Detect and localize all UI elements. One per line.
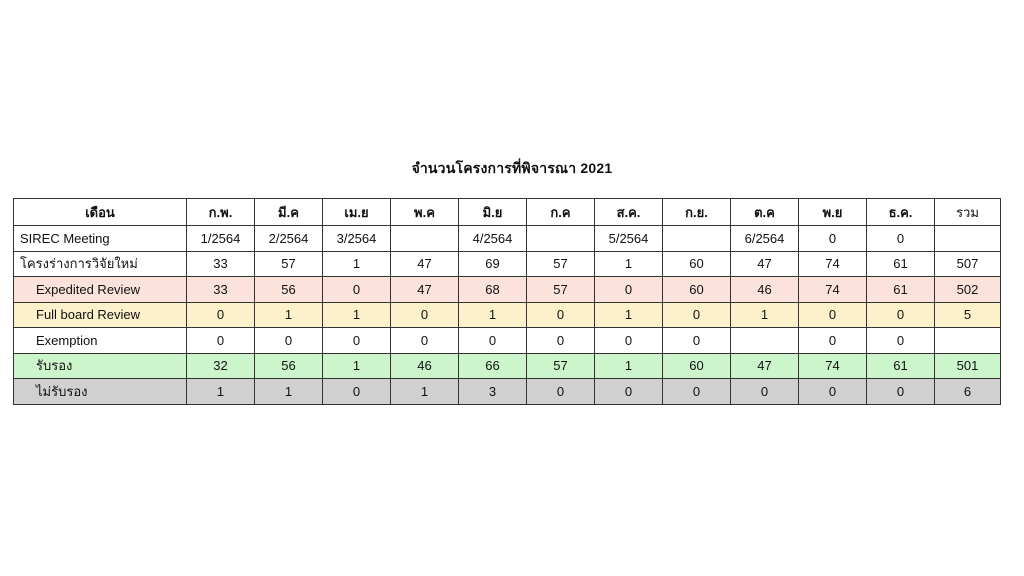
row-label: SIREC Meeting: [14, 226, 187, 252]
table-cell: 66: [459, 353, 527, 379]
table-cell: 57: [527, 353, 595, 379]
table-cell: 0: [663, 379, 731, 405]
table-row-exemption: [14, 328, 1001, 354]
table-cell: 57: [527, 277, 595, 303]
table-cell: 2/2564: [255, 226, 323, 252]
table-cell: 1: [595, 251, 663, 277]
table-cell-total: 507: [935, 251, 1001, 277]
table-cell: 1/2564: [187, 226, 255, 252]
table-cell-total: 6: [935, 379, 1001, 405]
statistics-table: [13, 198, 1001, 405]
table-cell: 33: [187, 277, 255, 303]
column-header: เดือน: [14, 199, 187, 226]
table-cell: 1: [595, 302, 663, 328]
table-cell-total: 501: [935, 353, 1001, 379]
table-cell: 0: [867, 302, 935, 328]
table-cell: 1: [459, 302, 527, 328]
table-cell: [731, 328, 799, 354]
table-cell: 0: [663, 302, 731, 328]
table-cell: 32: [187, 353, 255, 379]
table-cell: 56: [255, 277, 323, 303]
table-cell: 4/2564: [459, 226, 527, 252]
table-cell: 60: [663, 353, 731, 379]
table-cell: 1: [187, 379, 255, 405]
column-header: ส.ค.: [595, 199, 663, 226]
table-cell: 61: [867, 277, 935, 303]
table-cell: 1: [595, 353, 663, 379]
table-cell: 74: [799, 251, 867, 277]
table-cell: 46: [731, 277, 799, 303]
table-cell: 1: [391, 379, 459, 405]
table-cell: 1: [255, 379, 323, 405]
column-header: มี.ค: [255, 199, 323, 226]
table-cell-total: 502: [935, 277, 1001, 303]
table-row-not-approved: [14, 379, 1001, 405]
table-cell: [527, 226, 595, 252]
table-cell: 0: [799, 226, 867, 252]
table-cell: 0: [459, 328, 527, 354]
column-header: ก.ย.: [663, 199, 731, 226]
table-cell: 0: [731, 379, 799, 405]
table-row-approved: [14, 353, 1001, 379]
table-cell: [663, 226, 731, 252]
table-cell: 47: [391, 277, 459, 303]
row-label: โครงร่างการวิจัยใหม่: [14, 251, 187, 277]
row-label: Exemption: [14, 328, 187, 354]
table-cell: 68: [459, 277, 527, 303]
table-cell: 61: [867, 251, 935, 277]
table-cell: 0: [595, 379, 663, 405]
row-label: รับรอง: [14, 353, 187, 379]
table-cell: 46: [391, 353, 459, 379]
table-row-sirec-meeting: [14, 226, 1001, 252]
table-cell: 0: [323, 379, 391, 405]
table-row-expedited-review: [14, 277, 1001, 303]
table-cell: 0: [867, 328, 935, 354]
column-header: ก.ค: [527, 199, 595, 226]
table-cell-total: [935, 328, 1001, 354]
table-cell: 0: [799, 302, 867, 328]
table-cell: 69: [459, 251, 527, 277]
table-cell: 5/2564: [595, 226, 663, 252]
table-cell: 0: [867, 226, 935, 252]
column-header: มิ.ย: [459, 199, 527, 226]
table-cell: 47: [391, 251, 459, 277]
column-header: ต.ค: [731, 199, 799, 226]
table-cell: 47: [731, 251, 799, 277]
table-cell: [391, 226, 459, 252]
table-cell: 47: [731, 353, 799, 379]
table-cell: 0: [323, 328, 391, 354]
table-cell: 3/2564: [323, 226, 391, 252]
table-cell: 0: [187, 302, 255, 328]
page-title: จำนวนโครงการที่พิจารณา 2021: [411, 160, 613, 176]
row-label: Full board Review: [14, 302, 187, 328]
table-cell: 0: [595, 328, 663, 354]
table-cell: 60: [663, 277, 731, 303]
table-cell: 0: [663, 328, 731, 354]
column-header: ก.พ.: [187, 199, 255, 226]
table-cell: 0: [187, 328, 255, 354]
table-cell: 6/2564: [731, 226, 799, 252]
table-cell: 60: [663, 251, 731, 277]
table-cell: 0: [527, 328, 595, 354]
table-cell: 0: [867, 379, 935, 405]
table-cell: 3: [459, 379, 527, 405]
column-header: พ.ย: [799, 199, 867, 226]
row-label: Expedited Review: [14, 277, 187, 303]
table-cell-total: 5: [935, 302, 1001, 328]
table-cell: 0: [255, 328, 323, 354]
table-cell: 1: [731, 302, 799, 328]
table-cell: 61: [867, 353, 935, 379]
table-cell: 56: [255, 353, 323, 379]
table-cell: 0: [799, 379, 867, 405]
column-header-total: รวม: [935, 199, 1001, 226]
table-cell: 0: [527, 379, 595, 405]
table-cell: 74: [799, 353, 867, 379]
table-cell: 0: [527, 302, 595, 328]
table-cell: 0: [391, 302, 459, 328]
table-cell: 0: [595, 277, 663, 303]
table-cell: 57: [255, 251, 323, 277]
table-cell-total: [935, 226, 1001, 252]
row-label: ไม่รับรอง: [14, 379, 187, 405]
table-row-full-board-review: [14, 302, 1001, 328]
table-cell: 1: [323, 251, 391, 277]
table-cell: 1: [255, 302, 323, 328]
table-cell: 1: [323, 302, 391, 328]
table-cell: 0: [323, 277, 391, 303]
table-cell: 1: [323, 353, 391, 379]
column-header: พ.ค: [391, 199, 459, 226]
table-cell: 57: [527, 251, 595, 277]
table-cell: 74: [799, 277, 867, 303]
table-cell: 0: [391, 328, 459, 354]
table-cell: 33: [187, 251, 255, 277]
table-cell: 0: [799, 328, 867, 354]
table-header-row: [14, 199, 1001, 226]
column-header: ธ.ค.: [867, 199, 935, 226]
table-row-new-proposals: [14, 251, 1001, 277]
column-header: เม.ย: [323, 199, 391, 226]
